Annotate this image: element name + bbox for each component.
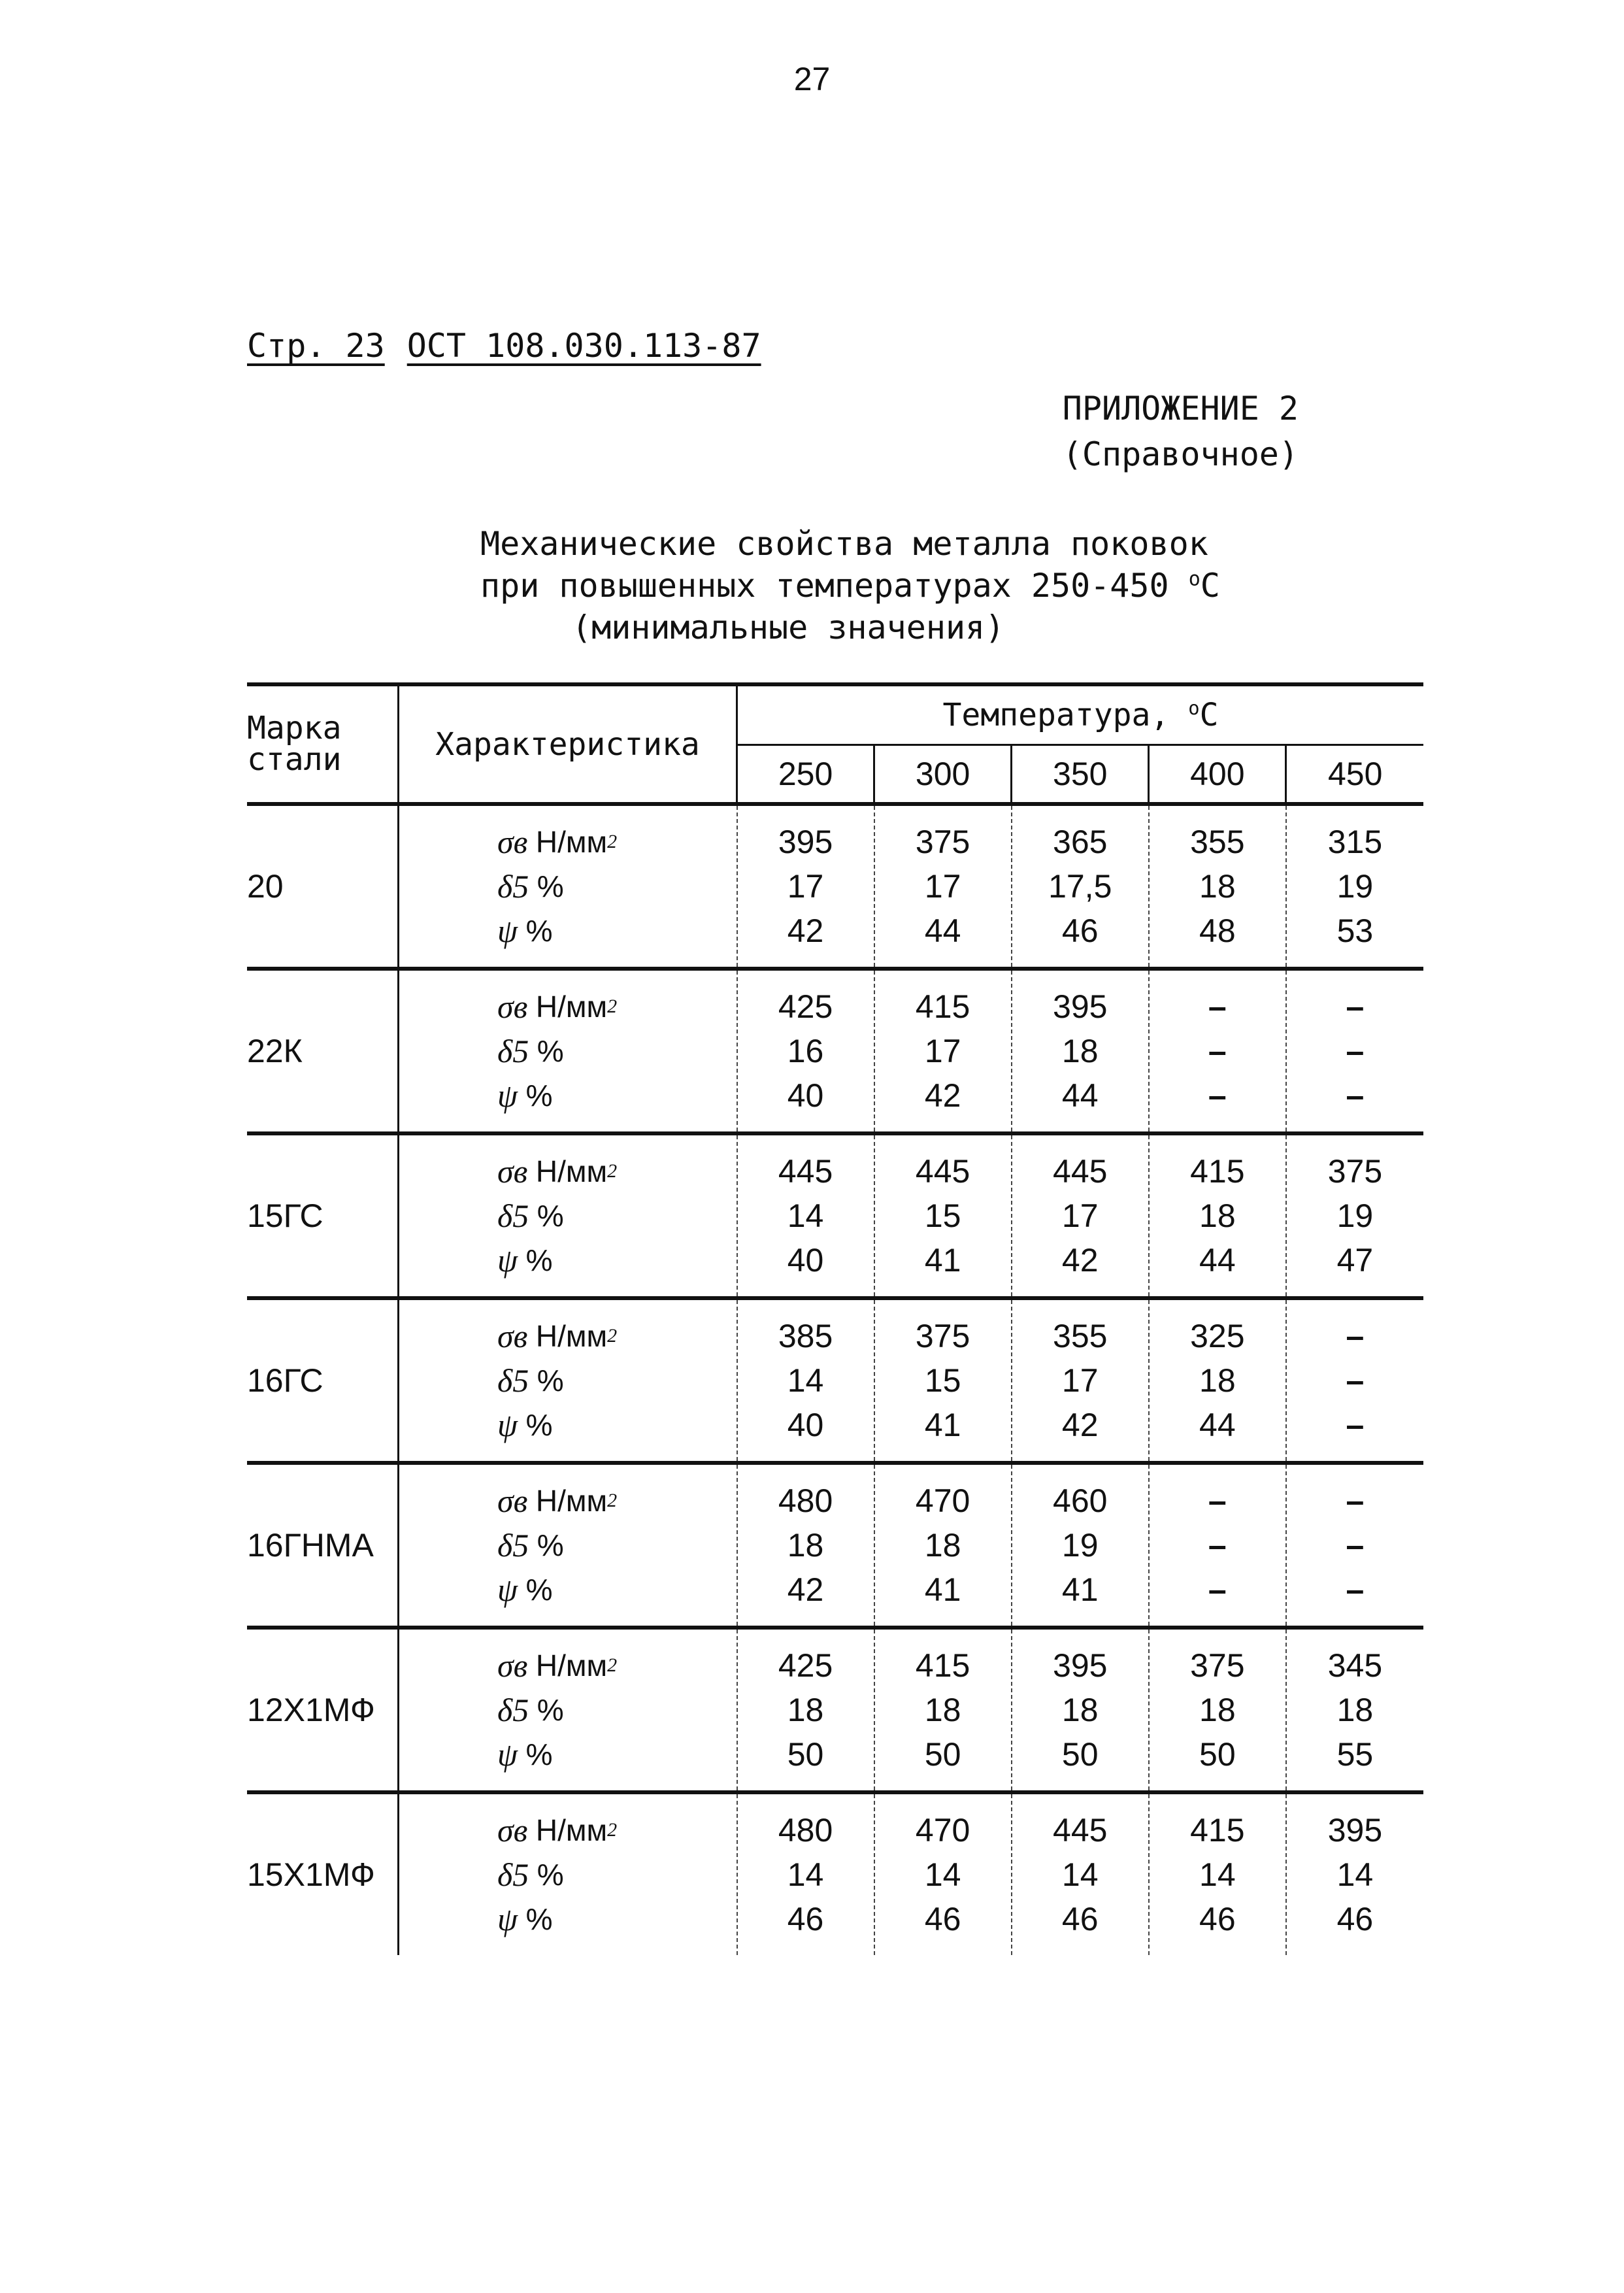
characteristic-line (399, 1073, 737, 1118)
temperature-3: 400 (1149, 745, 1286, 805)
characteristic-unit: % (537, 1528, 564, 1562)
value: 325 (1190, 1318, 1245, 1354)
characteristic-line: σв Н/мм 2 (399, 820, 737, 864)
characteristic-line (399, 1523, 737, 1567)
value: – (1208, 988, 1227, 1025)
value: 415 (915, 988, 970, 1025)
value: – (1346, 1033, 1365, 1069)
temperature-4: 450 (1286, 745, 1423, 805)
characteristic-unit: % (537, 1693, 564, 1727)
characteristic-symbol: δ5 (497, 1362, 529, 1399)
value: 18 (1336, 1692, 1374, 1728)
header-characteristic: Характеристика (399, 684, 737, 804)
value-cell (1012, 1463, 1149, 1628)
value-cell (737, 1792, 874, 1955)
value: 15 (924, 1197, 961, 1234)
value-cell (1012, 1792, 1149, 1955)
value-cell (1286, 1792, 1423, 1955)
value: 395 (1327, 1812, 1383, 1849)
value: 46 (1061, 912, 1099, 949)
characteristic-unit: % (525, 1243, 553, 1277)
header-temperature (737, 684, 1424, 745)
value: 41 (924, 1571, 961, 1608)
value: – (1346, 1407, 1365, 1443)
characteristic-unit: % (525, 1737, 553, 1771)
value: 47 (1336, 1242, 1374, 1279)
characteristic-line (399, 1403, 737, 1447)
value: 18 (924, 1527, 961, 1564)
characteristic-symbol: ψ (497, 1901, 518, 1937)
value: 44 (1199, 1407, 1236, 1443)
characteristic-unit: % (525, 1573, 553, 1607)
value-cell (1286, 804, 1423, 969)
value: 14 (787, 1856, 824, 1893)
characteristic-cell (399, 969, 737, 1133)
characteristic-line (399, 1029, 737, 1073)
value: 345 (1327, 1647, 1383, 1684)
value: 18 (1061, 1033, 1099, 1069)
value-cell (874, 1628, 1012, 1792)
temperature-2: 350 (1012, 745, 1149, 805)
characteristic-symbol: δ5 (497, 1527, 529, 1564)
value: 17 (924, 868, 961, 905)
table-row (247, 1628, 1423, 1792)
value: – (1208, 1527, 1227, 1564)
table-header-row (247, 684, 1423, 745)
value-cell (1149, 1792, 1286, 1955)
steel-grade: 22К (247, 969, 399, 1133)
characteristic-unit: % (525, 1079, 553, 1113)
value: 44 (924, 912, 961, 949)
value: 18 (1199, 1197, 1236, 1234)
characteristic-line: σв Н/мм 2 (399, 1479, 737, 1523)
value: 42 (924, 1077, 961, 1114)
value: 40 (787, 1407, 824, 1443)
value-cell (1286, 1628, 1423, 1792)
characteristic-unit: % (537, 1858, 564, 1892)
characteristic-unit: Н/мм (535, 1813, 608, 1847)
value: 46 (1336, 1901, 1374, 1937)
value: 470 (915, 1482, 970, 1519)
value: 18 (787, 1692, 824, 1728)
characteristic-line (399, 1852, 737, 1897)
value: – (1346, 988, 1365, 1025)
value-cell (1012, 1133, 1149, 1298)
value: – (1346, 1318, 1365, 1354)
characteristic-cell (399, 1133, 737, 1298)
value-cell (737, 1628, 874, 1792)
header-temperature-label: Температура, (942, 697, 1170, 733)
value: 42 (1061, 1242, 1099, 1279)
characteristic-line: σв Н/мм 2 (399, 1149, 737, 1194)
value-cell (737, 1133, 874, 1298)
characteristic-line (399, 909, 737, 953)
value: 55 (1336, 1736, 1374, 1773)
steel-grade: 12Х1МФ (247, 1628, 399, 1792)
value-cell (737, 969, 874, 1133)
characteristic-symbol: ψ (497, 1077, 518, 1114)
value: – (1346, 1527, 1365, 1564)
value-cell (1012, 1628, 1149, 1792)
value: 42 (787, 912, 824, 949)
value: 17 (1061, 1197, 1099, 1234)
value: 48 (1199, 912, 1236, 949)
steel-grade: 20 (247, 804, 399, 969)
characteristic-line: σв Н/мм 2 (399, 1314, 737, 1358)
table-row (247, 1298, 1423, 1463)
value: 14 (1336, 1856, 1374, 1893)
value: – (1346, 1571, 1365, 1608)
value-cell (874, 804, 1012, 969)
value: 395 (1053, 988, 1108, 1025)
characteristic-line (399, 1732, 737, 1777)
document-page-ref: Стр. 23 (247, 327, 385, 365)
value: 18 (1061, 1692, 1099, 1728)
value: 50 (924, 1736, 961, 1773)
value: 18 (1199, 1362, 1236, 1399)
value: 425 (778, 988, 833, 1025)
value: 395 (1053, 1647, 1108, 1684)
characteristic-line (399, 1688, 737, 1732)
value-cell (1149, 1298, 1286, 1463)
table-title-line3: (минимальные значения) (572, 609, 1005, 646)
value: 18 (924, 1692, 961, 1728)
value: 445 (1053, 1153, 1108, 1190)
value: – (1208, 1482, 1227, 1519)
value: 445 (1053, 1812, 1108, 1849)
characteristic-cell (399, 804, 737, 969)
value-cell (874, 1792, 1012, 1955)
characteristic-unit: % (537, 1364, 564, 1398)
header-steel-grade: Марка стали (247, 684, 399, 804)
value: 415 (1190, 1812, 1245, 1849)
value: 375 (1327, 1153, 1383, 1190)
value: 19 (1336, 868, 1374, 905)
value: 425 (778, 1647, 833, 1684)
characteristic-unit: Н/мм (535, 1484, 608, 1518)
document-code: ОСТ 108.030.113-87 (406, 327, 761, 365)
value: 44 (1199, 1242, 1236, 1279)
value: 19 (1336, 1197, 1374, 1234)
value: 18 (787, 1527, 824, 1564)
value: 480 (778, 1482, 833, 1519)
characteristic-symbol: ψ (497, 1736, 518, 1773)
header-temperature-unit: С (1199, 697, 1219, 733)
value: 42 (787, 1571, 824, 1608)
document-reference (247, 327, 761, 365)
characteristic-unit: Н/мм (535, 1649, 608, 1682)
value: 480 (778, 1812, 833, 1849)
characteristic-symbol: σв (497, 1812, 528, 1849)
characteristic-unit: Н/мм (535, 1319, 608, 1353)
value: 40 (787, 1077, 824, 1114)
value-cell (1149, 804, 1286, 969)
value: 17 (1061, 1362, 1099, 1399)
value-cell (737, 1463, 874, 1628)
value: 14 (787, 1197, 824, 1234)
value-cell (1149, 1133, 1286, 1298)
value: 415 (915, 1647, 970, 1684)
characteristic-unit: % (525, 914, 553, 948)
value-cell (874, 969, 1012, 1133)
value: 53 (1336, 912, 1374, 949)
value-cell (1286, 1463, 1423, 1628)
value: – (1346, 1482, 1365, 1519)
characteristic-cell (399, 1628, 737, 1792)
value: – (1208, 1077, 1227, 1114)
characteristic-symbol: σв (497, 988, 528, 1025)
characteristic-symbol: δ5 (497, 1856, 529, 1893)
value-cell (1149, 969, 1286, 1133)
value: 19 (1061, 1527, 1099, 1564)
table-title-line2-text: при повышенных температурах 250-450 (480, 567, 1169, 605)
value: 46 (1199, 1901, 1236, 1937)
characteristic-symbol: ψ (497, 1242, 518, 1279)
value: 18 (1199, 868, 1236, 905)
characteristic-symbol: δ5 (497, 1197, 529, 1234)
value: 17 (924, 1033, 961, 1069)
characteristic-cell (399, 1792, 737, 1955)
characteristic-symbol: ψ (497, 1571, 518, 1608)
temperature-1: 300 (874, 745, 1012, 805)
value: 50 (787, 1736, 824, 1773)
characteristic-unit: % (537, 869, 564, 903)
steel-grade: 16ГНМА (247, 1463, 399, 1628)
characteristic-line (399, 1897, 737, 1941)
value: 17,5 (1048, 868, 1112, 905)
characteristic-unit: % (537, 1199, 564, 1233)
characteristic-symbol: σв (497, 1482, 528, 1519)
value-cell (1286, 969, 1423, 1133)
appendix-label (1063, 386, 1299, 477)
value: 50 (1061, 1736, 1099, 1773)
characteristic-line (399, 1238, 737, 1282)
value: 385 (778, 1318, 833, 1354)
value: 375 (915, 1318, 970, 1354)
characteristic-symbol: ψ (497, 912, 518, 949)
value: 14 (924, 1856, 961, 1893)
value: 375 (915, 824, 970, 860)
value: 14 (1061, 1856, 1099, 1893)
value: 365 (1053, 824, 1108, 860)
value: 395 (778, 824, 833, 860)
value-cell (737, 1298, 874, 1463)
temperature-0: 250 (737, 745, 874, 805)
value-cell (1149, 1463, 1286, 1628)
value-cell (874, 1463, 1012, 1628)
value: 14 (787, 1362, 824, 1399)
value-cell (1012, 1298, 1149, 1463)
value: 46 (787, 1901, 824, 1937)
steel-grade: 15Х1МФ (247, 1856, 375, 1893)
value: 46 (924, 1901, 961, 1937)
characteristic-cell (399, 1298, 737, 1463)
value: 355 (1190, 824, 1245, 860)
value: 445 (778, 1153, 833, 1190)
appendix-subtitle: (Справочное) (1062, 435, 1299, 473)
value-cell (1149, 1628, 1286, 1792)
value: – (1208, 1571, 1227, 1608)
value: 415 (1190, 1153, 1245, 1190)
value: 14 (1199, 1856, 1236, 1893)
characteristic-symbol: ψ (497, 1407, 518, 1443)
characteristic-cell (399, 1463, 737, 1628)
value: 50 (1199, 1736, 1236, 1773)
value: 355 (1053, 1318, 1108, 1354)
properties-table (247, 682, 1423, 1955)
table-title-line2 (480, 565, 1220, 607)
characteristic-symbol: δ5 (497, 1692, 529, 1728)
characteristic-unit: % (525, 1408, 553, 1442)
table-row (247, 804, 1423, 969)
degree-mark: o (1188, 567, 1201, 591)
value: – (1208, 1033, 1227, 1069)
characteristic-symbol: σв (497, 1647, 528, 1684)
characteristic-symbol: σв (497, 1318, 528, 1354)
value: 16 (787, 1033, 824, 1069)
value: 46 (1061, 1901, 1099, 1937)
characteristic-symbol: δ5 (497, 868, 529, 905)
value: 375 (1190, 1647, 1245, 1684)
characteristic-line: σв Н/мм 2 (399, 1643, 737, 1688)
value: 41 (1061, 1571, 1099, 1608)
value-cell (874, 1298, 1012, 1463)
value-cell (1286, 1298, 1423, 1463)
table-row (247, 1463, 1423, 1628)
characteristic-unit: Н/мм (535, 825, 608, 859)
characteristic-unit: Н/мм (535, 1154, 608, 1188)
value-cell (874, 1133, 1012, 1298)
value-cell (1286, 1133, 1423, 1298)
characteristic-symbol: δ5 (497, 1033, 529, 1069)
value: 44 (1061, 1077, 1099, 1114)
table-row (247, 1133, 1423, 1298)
table-title-line1: Механические свойства металла поковок (480, 525, 1208, 563)
value: 460 (1053, 1482, 1108, 1519)
value: 41 (924, 1407, 961, 1443)
steel-grade: 15ГС (247, 1133, 399, 1298)
table-row (247, 1792, 1423, 1955)
characteristic-line: σв Н/мм 2 (399, 1808, 737, 1852)
value: 470 (915, 1812, 970, 1849)
characteristic-symbol: σв (497, 824, 528, 860)
value: 41 (924, 1242, 961, 1279)
value-cell (737, 804, 874, 969)
table-title-line2-unit: С (1200, 567, 1220, 605)
characteristic-line (399, 864, 737, 909)
characteristic-unit: Н/мм (535, 990, 608, 1024)
table-body (247, 804, 1423, 1955)
degree-mark: o (1188, 697, 1200, 719)
value: 18 (1199, 1692, 1236, 1728)
value: – (1346, 1362, 1365, 1399)
table-title (480, 523, 1220, 648)
value: 315 (1327, 824, 1383, 860)
steel-grade: 16ГС (247, 1298, 399, 1463)
characteristic-unit: % (537, 1034, 564, 1068)
characteristic-line (399, 1567, 737, 1612)
value: 42 (1061, 1407, 1099, 1443)
value: 17 (787, 868, 824, 905)
characteristic-line: σв Н/мм 2 (399, 984, 737, 1029)
value: – (1346, 1077, 1365, 1114)
value-cell (1012, 804, 1149, 969)
characteristic-line (399, 1194, 737, 1238)
value: 40 (787, 1242, 824, 1279)
value: 445 (915, 1153, 970, 1190)
value-cell (1012, 969, 1149, 1133)
value: 15 (924, 1362, 961, 1399)
characteristic-symbol: σв (497, 1153, 528, 1190)
appendix-title: ПРИЛОЖЕНИЕ 2 (1062, 390, 1299, 427)
table-row (247, 969, 1423, 1133)
characteristic-line (399, 1358, 737, 1403)
characteristic-unit: % (525, 1902, 553, 1936)
page-number: 27 (793, 61, 831, 97)
